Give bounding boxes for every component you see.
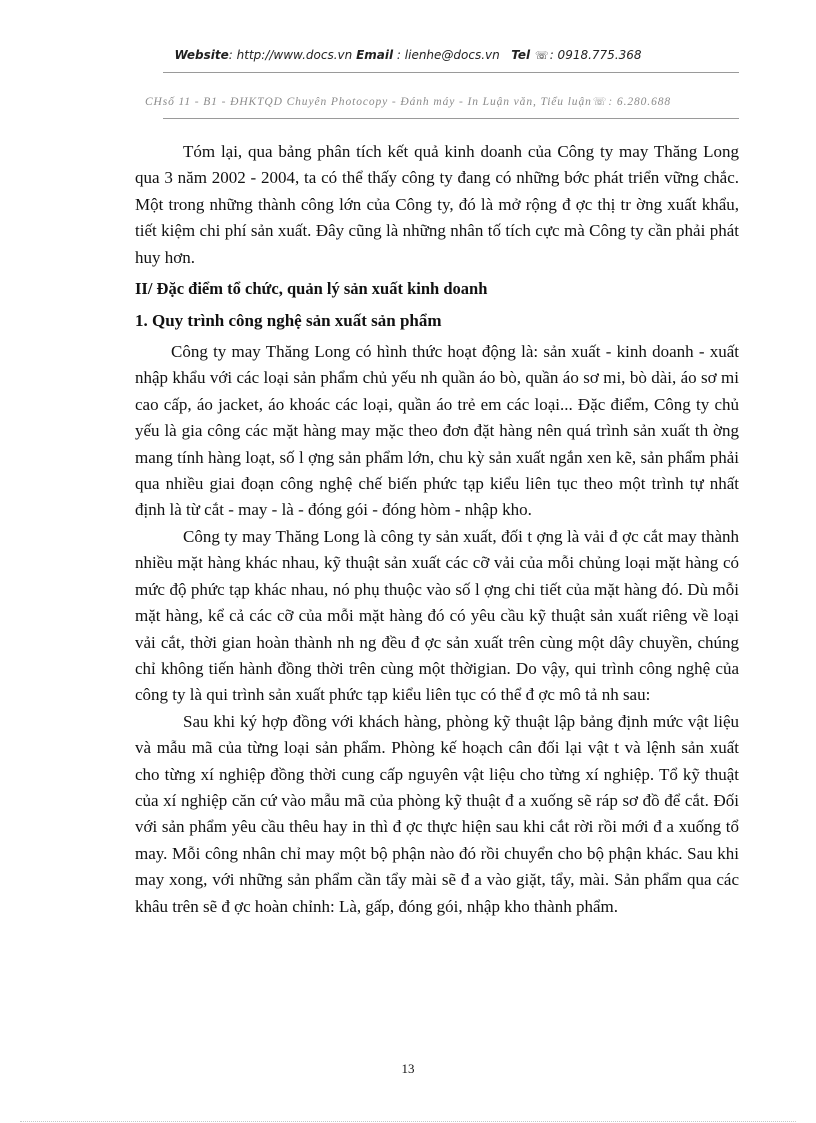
section-heading: II/ Đặc điểm tổ chức, quản lý sản xuất kinh doanh [135,279,488,299]
footer-divider [20,1121,796,1122]
document-body [135,139,739,920]
tel-label: Tel [511,48,531,62]
header-divider-bottom [163,118,739,119]
tel-value: : 0918.775.368 [549,48,642,62]
website-label: Website [174,48,229,62]
header-service-line [0,95,816,108]
website-value[interactable]: : http://www.docs.vn [228,48,353,62]
service-text: CHsố 11 - B1 - ĐHKTQD Chuyên Photocopy - Đánh máy - In Luận văn, Tiểu luận [144,96,592,108]
paragraph-production: Công ty may Thăng Long là công ty sản xuất, đối t ợng là vải đ ợc cắt may thành nhiều mặt hàng khác nhau, kỹ thuật sản xuất các cỡ vải của mỗi chủng loại mặt hàng có mức độ phức tạp khác nhau, nó phụ thuộc vào số l ợng chi tiết của mặt hàng đó. Dù mỗi mặt hàng, kể cả các cỡ của mỗi mặt hàng đó có yêu cầu kỹ thuật sản xuất riêng về loại vải cắt, thời gian hoàn thành nh ng đều đ ợc sản xuất trên cùng một dây chuyền, chúng chỉ không tiến hành đồng thời trên cùng một thờigian. Do vậy, qui trình công nghệ của công ty là qui trình sản xuất phức tạp kiểu liên tục có thể đ ợc mô tả nh sau: [135,526,739,705]
paragraph-summary: Tóm lại, qua bảng phân tích kết quả kinh doanh của Công ty may Thăng Long qua 3 năm 2002 - 2004, ta có thể thấy công ty đang có những bớc phát triển vững chắc. Một trong những thành công lớn của Công ty, đó là mở rộng đ ợc thị tr ờng xuất khẩu, tiết kiệm chi phí sản xuất. Đây cũng là những nhân tố tích cực mà Công ty cần phải phát huy hơn. [135,142,739,267]
paragraph-process: Sau khi ký hợp đồng với khách hàng, phòng kỹ thuật lập bảng định mức vật liệu và mẫu mã của từng loại sản phẩm. Phòng kế hoạch cân đối lại vật t và lệnh sản xuất cho từng xí nghiệp đồng thời cung cấp nguyên vật liệu cho từng xí nghiệp. Tổ kỹ thuật của xí nghiệp căn cứ vào mẫu mã của phòng kỹ thuật đ a xuống sẽ ráp sơ đồ để cắt. Đối với sản phẩm yêu cầu thêu hay in thì đ ợc thực hiện sau khi cắt rời rồi mới đ a xuống tổ may. Mỗi công nhân chỉ may một bộ phận nào đó rồi chuyển cho bộ phận khác. Sau khi may xong, với những sản phẩm cần tẩy mài sẽ đ a vào giặt, tẩy, mài. Sản phẩm qua các khâu trên sẽ đ ợc hoàn chỉnh: Là, gấp, đóng gói, nhập kho thành phẩm. [135,711,739,916]
phone-icon: ☏ [534,49,549,62]
page-number: 13 [401,1061,415,1076]
header-contact-line [0,48,816,62]
subsection-heading: 1. Quy trình công nghệ sản xuất sản phẩm [135,311,442,331]
paragraph-overview: Công ty may Thăng Long có hình thức hoạt động là: sản xuất - kinh doanh - xuất nhập khẩu với các loại sản phẩm chủ yếu nh quần áo bò, quần áo sơ mi, bò dài, áo sơ mi cao cấp, áo jacket, áo khoác các loại, quần áo trẻ em các loại... Đặc điểm, Công ty chủ yếu là gia công các mặt hàng may mặc theo đơn đặt hàng nên quá trình sản xuất th ờng mang tính hàng loạt, số l ợng sản phẩm lớn, chu kỳ sản xuất ngắn xen kẽ, sản phẩm phải qua nhiều giai đoạn công nghệ chế biến phức tạp kiểu liên tục theo một trình tự nhất định là từ cắt - may - là - đóng gói - đóng hòm - nhập kho. [135,342,739,520]
phone-icon: ☏ [592,96,608,108]
service-phone: : 6.280.688 [608,96,672,108]
email-label: Email [356,48,394,62]
email-value[interactable]: : lienhe@docs.vn [396,48,500,62]
header-divider-top [163,72,739,73]
